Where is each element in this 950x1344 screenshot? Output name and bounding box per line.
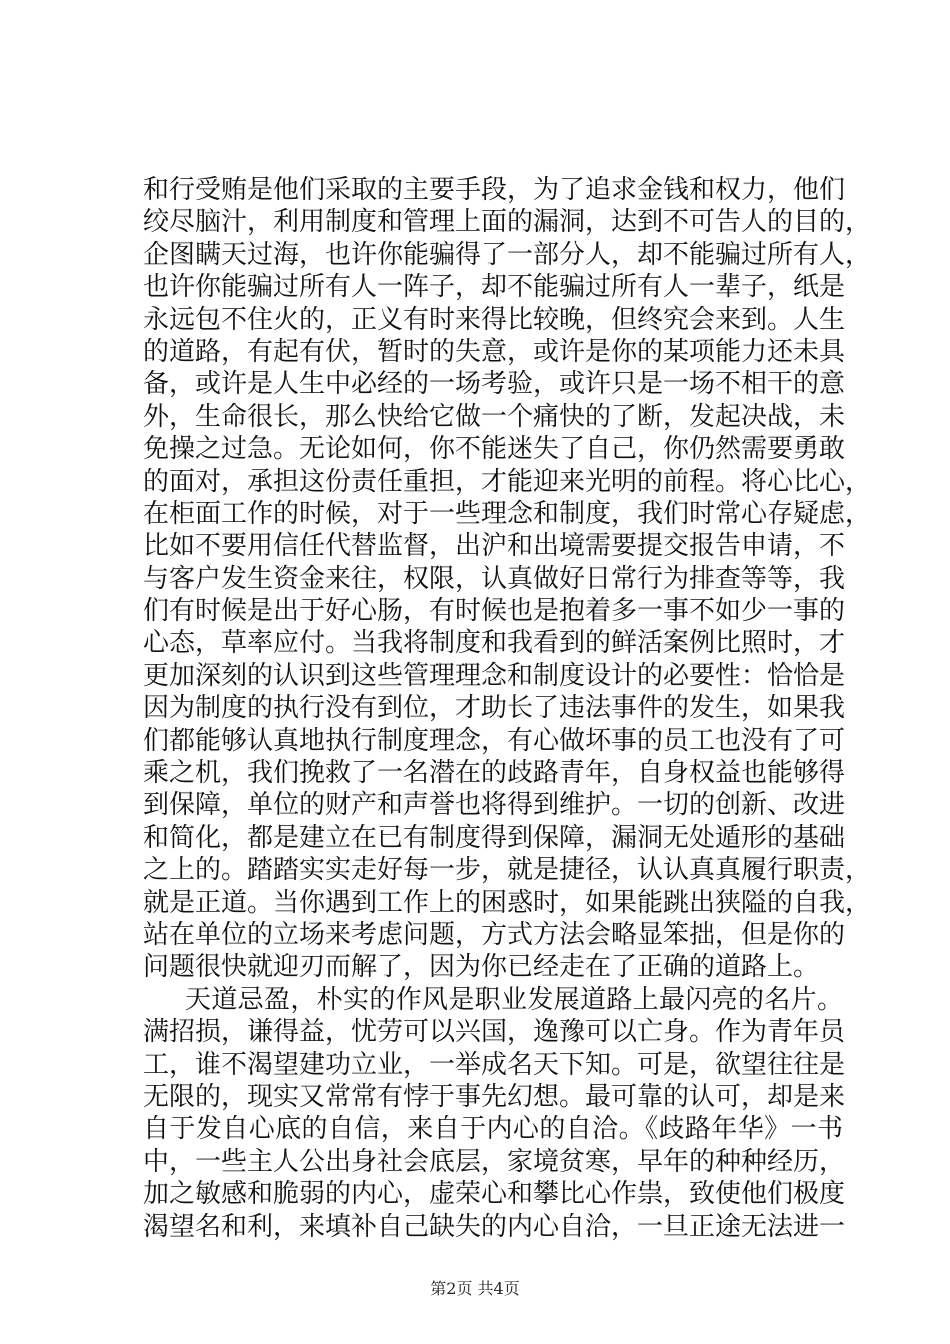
text-line: 备，或许是人生中必经的一场考验，或许只是一场不相干的意 bbox=[143, 369, 846, 400]
text-line: 外，生命很长，那么快给它做一个痛快的了断，发起决战，未 bbox=[143, 401, 846, 432]
text-line: 就是正道。当你遇到工作上的困惑时，如果能跳出狭隘的自我， bbox=[143, 887, 872, 918]
text-line: 到保障，单位的财产和声誉也将得到维护。一切的创新、改进 bbox=[143, 790, 846, 821]
text-line: 和行受贿是他们采取的主要手段，为了追求金钱和权力，他们 bbox=[143, 175, 846, 205]
text-line: 满招损，谦得益，忧劳可以兴国，逸豫可以亡身。作为青年员 bbox=[143, 1017, 846, 1048]
page-number-footer: 第2页 共4页 bbox=[430, 1279, 520, 1298]
paragraph-start-line: 天道忌盈，朴实的作风是职业发展道路上最闪亮的名片。 bbox=[185, 984, 843, 1015]
text-line: 的面对，承担这份责任重担，才能迎来光明的前程。将心比心， bbox=[143, 466, 872, 497]
text-line: 心态，草率应付。当我将制度和我看到的鲜活案例比照时，才 bbox=[143, 628, 846, 659]
text-line: 问题很快就迎刃而解了，因为你已经走在了正确的道路上。 bbox=[143, 952, 820, 983]
text-line: 与客户发生资金来往，权限，认真做好日常行为排查等等，我 bbox=[143, 563, 846, 594]
text-line: 在柜面工作的时候，对于一些理念和制度，我们时常心存疑虑， bbox=[143, 498, 872, 529]
text-line: 工，谁不渴望建功立业，一举成名天下知。可是，欲望往往是 bbox=[143, 1049, 846, 1080]
text-line: 企图瞒天过海，也许你能骗得了一部分人，却不能骗过所有人， bbox=[143, 239, 872, 270]
text-line: 渴望名和利，来填补自己缺失的内心自洽，一旦正途无法进一 bbox=[143, 1211, 846, 1242]
text-line: 永远包不住火的，正义有时来得比较晚，但终究会来到。人生 bbox=[143, 304, 846, 335]
text-line: 站在单位的立场来考虑问题，方式方法会略显笨拙，但是你的 bbox=[143, 919, 846, 950]
text-line: 中，一些主人公出身社会底层，家境贫寒，早年的种种经历， bbox=[143, 1146, 846, 1177]
text-line: 和简化，都是建立在已有制度得到保障，漏洞无处遁形的基础 bbox=[143, 822, 846, 853]
body-text bbox=[143, 174, 872, 1243]
text-line: 更加深刻的认识到这些管理理念和制度设计的必要性：恰恰是 bbox=[143, 660, 846, 691]
text-line: 自于发自心底的自信，来自于内心的自洽。《歧路年华》一书 bbox=[143, 1114, 843, 1145]
text-line: 们有时候是出于好心肠，有时候也是抱着多一事不如少一事的 bbox=[143, 596, 846, 627]
text-line: 们都能够认真地执行制度理念，有心做坏事的员工也没有了可 bbox=[143, 725, 846, 756]
text-line: 乘之机，我们挽救了一名潜在的歧路青年，自身权益也能够得 bbox=[143, 758, 846, 789]
text-line: 比如不要用信任代替监督，出沪和出境需要提交报告申请，不 bbox=[143, 531, 846, 562]
text-line: 的道路，有起有伏，暂时的失意，或许是你的某项能力还未具 bbox=[143, 336, 846, 367]
text-line: 无限的，现实又常常有悖于事先幻想。最可靠的认可，却是来 bbox=[143, 1081, 846, 1112]
text-line: 也许你能骗过所有人一阵子，却不能骗过所有人一辈子，纸是 bbox=[143, 272, 846, 303]
text-line: 绞尽脑汁，利用制度和管理上面的漏洞，达到不可告人的目的， bbox=[143, 207, 872, 238]
text-line: 因为制度的执行没有到位，才助长了违法事件的发生，如果我 bbox=[143, 693, 846, 724]
text-line: 免操之过急。无论如何，你不能迷失了自己，你仍然需要勇敢 bbox=[143, 434, 846, 465]
text-line: 加之敏感和脆弱的内心，虚荣心和攀比心作祟，致使他们极度 bbox=[143, 1179, 846, 1210]
text-line: 之上的。踏踏实实走好每一步，就是捷径，认认真真履行职责， bbox=[143, 855, 872, 886]
